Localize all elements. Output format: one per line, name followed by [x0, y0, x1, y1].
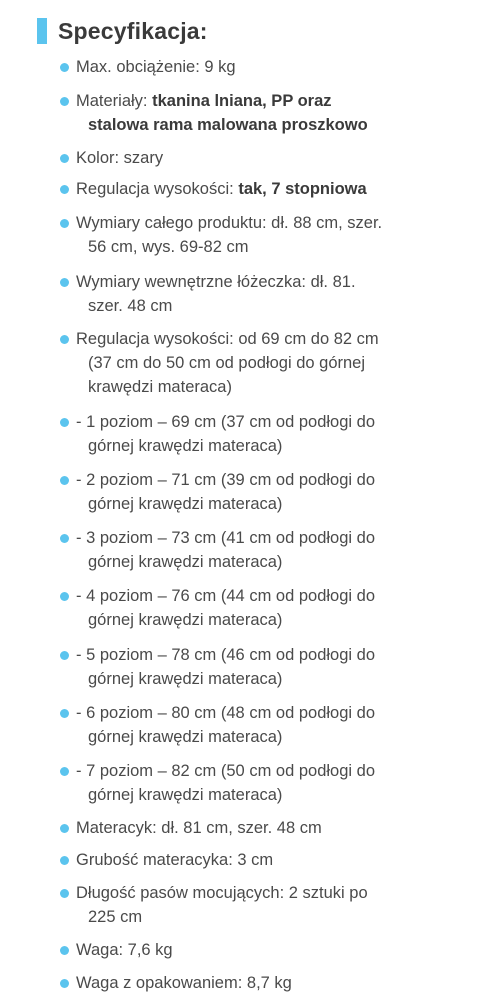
spec-text: - 6 poziom – 80 cm (48 cm od podłogi do	[76, 704, 375, 722]
spec-text: Waga z opakowaniem: 8,7 kg	[76, 974, 292, 992]
bullet-icon	[60, 651, 69, 660]
spec-item-level-3	[60, 526, 440, 574]
spec-text	[60, 177, 440, 201]
bullet-icon	[60, 219, 69, 228]
bullet-icon	[60, 185, 69, 194]
bullet-icon	[60, 979, 69, 988]
spec-text: - 5 poziom – 78 cm (46 cm od podłogi do	[76, 646, 375, 664]
spec-text-cont: górnej krawędzi materaca)	[88, 728, 283, 746]
bullet-icon	[60, 97, 69, 106]
section-title: Specyfikacja:	[58, 17, 208, 44]
spec-text: Wymiary całego produktu: dł. 88 cm, szer.	[76, 214, 383, 232]
bullet-icon	[60, 476, 69, 485]
accent-bar	[37, 18, 47, 44]
spec-text: Materacyk: dł. 81 cm, szer. 48 cm	[76, 819, 322, 837]
bullet-icon	[60, 534, 69, 543]
spec-text: Waga: 7,6 kg	[76, 941, 173, 959]
spec-text-cont: (37 cm do 50 cm od podłogi do górnej	[88, 354, 366, 372]
bullet-icon	[60, 824, 69, 833]
spec-text: Grubość materacyka: 3 cm	[76, 851, 274, 869]
spec-item-color	[60, 146, 440, 170]
spec-label: Regulacja wysokości:	[76, 180, 239, 198]
spec-text: Wymiary wewnętrzne łóżeczka: dł. 81.	[76, 273, 356, 291]
spec-item-materials	[60, 89, 440, 137]
spec-item-strap-length	[60, 881, 440, 929]
spec-item-height-range	[60, 327, 440, 399]
spec-item-inner-dimensions	[60, 270, 440, 318]
spec-item-level-6	[60, 701, 440, 749]
spec-text: Max. obciążenie: 9 kg	[76, 58, 236, 76]
spec-text-cont: 225 cm	[88, 908, 143, 926]
bullet-icon	[60, 154, 69, 163]
spec-text-cont: górnej krawędzi materaca)	[88, 553, 283, 571]
spec-text-cont: 56 cm, wys. 69-82 cm	[88, 238, 249, 256]
spec-item-product-dimensions	[60, 211, 440, 259]
bullet-icon	[60, 592, 69, 601]
spec-item-level-2	[60, 468, 440, 516]
spec-text-cont: górnej krawędzi materaca)	[88, 786, 283, 804]
bullet-icon	[60, 709, 69, 718]
bullet-icon	[60, 767, 69, 776]
spec-item-mattress-thickness	[60, 848, 440, 872]
spec-text-cont: szer. 48 cm	[88, 297, 173, 315]
bullet-icon	[60, 418, 69, 427]
bullet-icon	[60, 856, 69, 865]
section-header	[37, 16, 208, 46]
bullet-icon	[60, 946, 69, 955]
spec-item-level-1	[60, 410, 440, 458]
spec-item-mattress	[60, 816, 440, 840]
bullet-icon	[60, 335, 69, 344]
spec-label: Materiały:	[76, 92, 153, 110]
spec-text-cont: górnej krawędzi materaca)	[88, 495, 283, 513]
spec-text: - 2 poziom – 71 cm (39 cm od podłogi do	[76, 471, 375, 489]
spec-item-level-7	[60, 759, 440, 807]
spec-text	[60, 89, 440, 113]
spec-text: - 1 poziom – 69 cm (37 cm od podłogi do	[76, 413, 375, 431]
spec-value: tak, 7 stopniowa	[238, 180, 367, 198]
spec-text: Regulacja wysokości: od 69 cm do 82 cm	[76, 330, 379, 348]
bullet-icon	[60, 889, 69, 898]
spec-text-cont: górnej krawędzi materaca)	[88, 611, 283, 629]
spec-item-weight	[60, 938, 440, 962]
bullet-icon	[60, 278, 69, 287]
spec-value: tkanina lniana, PP oraz	[152, 92, 332, 110]
spec-text: Kolor: szary	[76, 149, 164, 167]
spec-text: Długość pasów mocujących: 2 sztuki po	[76, 884, 368, 902]
spec-value-cont: stalowa rama malowana proszkowo	[88, 116, 368, 134]
spec-item-level-5	[60, 643, 440, 691]
spec-text: - 7 poziom – 82 cm (50 cm od podłogi do	[76, 762, 375, 780]
spec-item-level-4	[60, 584, 440, 632]
spec-text-cont: górnej krawędzi materaca)	[88, 670, 283, 688]
spec-item-weight-packed	[60, 971, 440, 995]
spec-item-max-load	[60, 55, 440, 79]
spec-text: - 3 poziom – 73 cm (41 cm od podłogi do	[76, 529, 375, 547]
spec-text: - 4 poziom – 76 cm (44 cm od podłogi do	[76, 587, 375, 605]
bullet-icon	[60, 63, 69, 72]
spec-item-height-adjust	[60, 177, 440, 201]
spec-text-cont: krawędzi materaca)	[88, 378, 232, 396]
spec-text-cont: górnej krawędzi materaca)	[88, 437, 283, 455]
